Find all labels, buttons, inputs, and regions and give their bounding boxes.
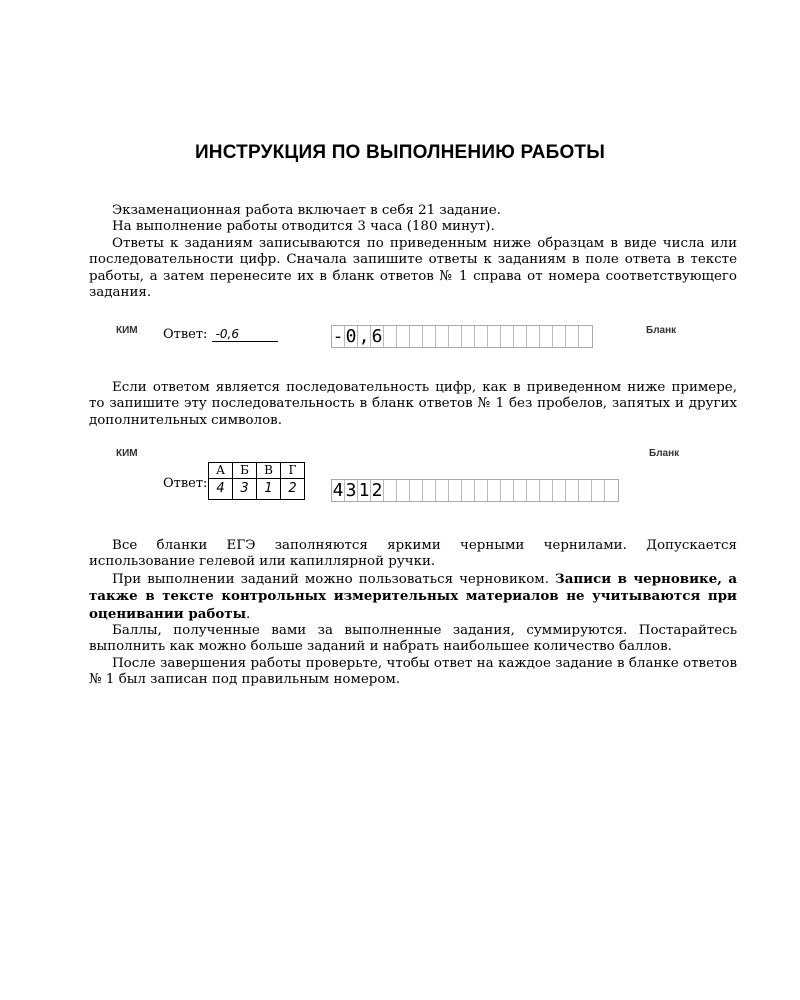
intro-line-2: На выполнение работы отводится 3 часа (180 минут). xyxy=(112,219,495,235)
blank2-cell xyxy=(423,480,436,501)
blank1-cell xyxy=(514,326,527,347)
closing-p2-bold: Записи в черновике, а также в тексте контрольных измерительных материалов не учитываются при оценивании работы xyxy=(89,570,738,622)
abvg-header-cell: А xyxy=(209,463,233,479)
kim-label-2: КИМ xyxy=(116,448,138,459)
abvg-header-cell: Г xyxy=(281,463,305,479)
sequence-paragraph xyxy=(89,380,737,429)
closing-p2-start: При выполнении заданий можно пользоваться черновиком. xyxy=(112,571,549,587)
abvg-value-cell: 4 xyxy=(209,479,233,500)
blank2-cell xyxy=(527,480,540,501)
blank2-cell xyxy=(566,480,579,501)
closing-paragraphs xyxy=(89,538,737,689)
blank-label-2: Бланк xyxy=(649,448,680,459)
answer-label: Ответ: xyxy=(163,327,208,342)
blank2-cell xyxy=(501,480,514,501)
intro-paragraph xyxy=(89,203,737,301)
blank1-cell: 0 xyxy=(345,326,357,347)
blank1-cell xyxy=(462,326,475,347)
blank2-cell xyxy=(605,480,618,501)
blank1-cell xyxy=(397,326,410,347)
blank1-cell xyxy=(423,326,436,347)
blank2-cell xyxy=(475,480,488,501)
abvg-header-cell: В xyxy=(257,463,281,479)
abvg-value-cell: 1 xyxy=(257,479,281,500)
abvg-header-cell: Б xyxy=(233,463,257,479)
blank-label: Бланк xyxy=(646,325,677,336)
blank2-cell xyxy=(553,480,566,501)
blank2-cell xyxy=(488,480,501,501)
abvg-table xyxy=(208,462,305,500)
blank1-cell xyxy=(527,326,540,347)
blank2-cell xyxy=(462,480,475,501)
blank2-cell xyxy=(514,480,527,501)
blank2-cell xyxy=(449,480,462,501)
blank2-cell: 4 xyxy=(332,480,344,501)
blank1-cell xyxy=(566,326,579,347)
blank2-cell: 3 xyxy=(345,480,357,501)
blank2-cell: 2 xyxy=(371,480,383,501)
blank1-cell xyxy=(449,326,462,347)
blank1-cell xyxy=(475,326,488,347)
blank1-cell xyxy=(410,326,423,347)
answer-sheet-cells-2 xyxy=(331,479,619,502)
blank2-cell xyxy=(436,480,449,501)
intro-line-1: Экзаменационная работа включает в себя 21 задание. xyxy=(112,203,501,218)
blank1-cell xyxy=(436,326,449,347)
blank2-cell: 1 xyxy=(358,480,370,501)
page-title: ИНСТРУКЦИЯ ПО ВЫПОЛНЕНИЮ РАБОТЫ xyxy=(194,142,606,163)
kim-label: КИМ xyxy=(116,325,138,336)
blank2-cell xyxy=(540,480,553,501)
closing-p2-end: . xyxy=(246,606,251,622)
abvg-value-cell: 3 xyxy=(233,479,257,500)
blank2-cell xyxy=(397,480,410,501)
blank1-cell: , xyxy=(358,326,370,347)
blank1-cell xyxy=(501,326,514,347)
blank1-cell xyxy=(579,326,592,347)
blank1-cell: 6 xyxy=(371,326,383,347)
intro-line-3: Ответы к заданиям записываются по приведенным ниже образцам в виде числа или последовательности цифр. Сначала запишите ответы к заданиям в поле ответа в тексте работы, а затем перенесите их в бланк ответов № 1 справа от номера соответствующего задания. xyxy=(89,235,737,301)
blank1-cell xyxy=(553,326,566,347)
blank1-cell xyxy=(488,326,501,347)
blank1-cell: - xyxy=(332,326,344,347)
answer-value: -0,6 xyxy=(212,327,278,342)
blank1-cell xyxy=(384,326,397,347)
closing-p4: После завершения работы проверьте, чтобы ответ на каждое задание в бланке ответов № 1 был записан под правильным номером. xyxy=(89,655,737,688)
answer-sheet-cells-1 xyxy=(331,325,593,348)
answer-example-1 xyxy=(163,327,278,342)
answer-label-2: Ответ: xyxy=(163,476,208,491)
blank2-cell xyxy=(410,480,423,501)
blank2-cell xyxy=(384,480,397,501)
abvg-value-cell: 2 xyxy=(281,479,305,500)
closing-p1: Все бланки ЕГЭ заполняются яркими черными чернилами. Допускается использование гелевой или капиллярной ручки. xyxy=(89,538,737,570)
blank2-cell xyxy=(579,480,592,501)
blank1-cell xyxy=(540,326,553,347)
closing-p3: Баллы, полученные вами за выполненные задания, суммируются. Постарайтесь выполнить как можно больше заданий и набрать наибольшее количество баллов. xyxy=(89,623,737,655)
sequence-text: Если ответом является последовательность цифр, как в приведенном ниже примере, то запишите эту последовательность в бланк ответов № 1 без пробелов, запятых и других дополнительных символов. xyxy=(89,380,737,428)
blank2-cell xyxy=(592,480,605,501)
